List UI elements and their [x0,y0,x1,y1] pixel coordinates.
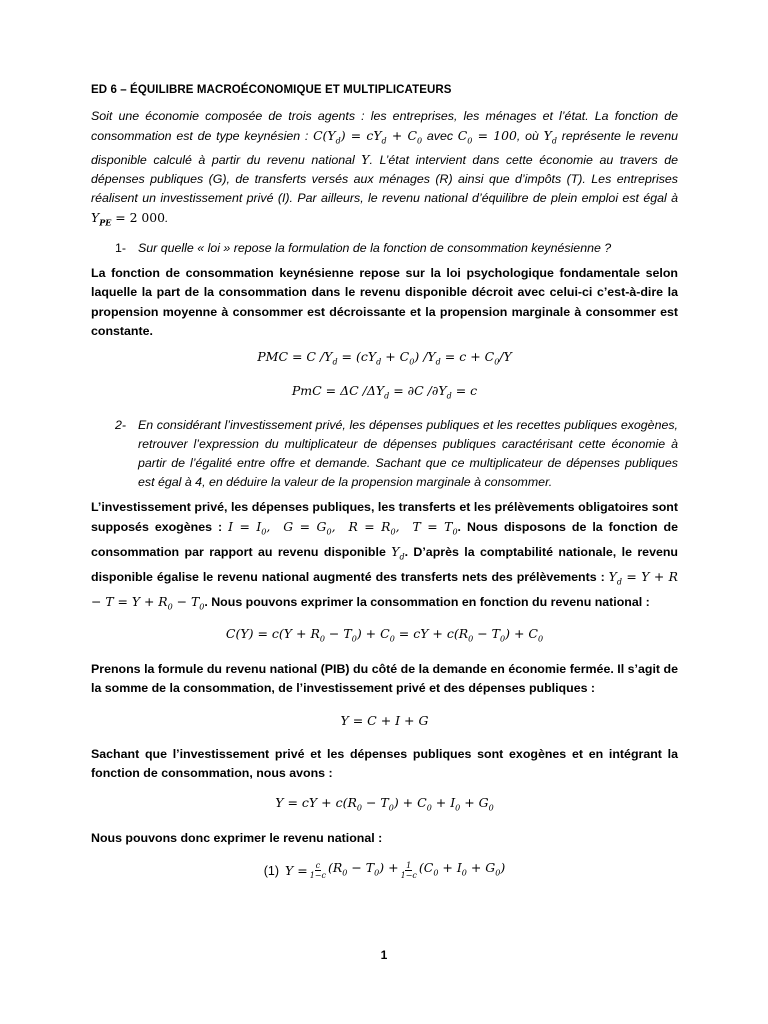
answer-1: La fonction de consommation keynésienne repose sur la loi psychologique fondamentale selon laquelle la part de la consommation dans le revenu disponible décroit avec celui-ci c’est-à-dire la propension moyenne à consommer est décroissante et la propension marginale à consommer est constante. [91,265,678,338]
question-1 [91,239,678,258]
formula-pmc: PMC = C $/Y_d = (cY_d + C_0) /Y_d = c + C_0/Y$ [257,349,512,367]
formula-equilibrium: Y = cY + $c(R_0 - T_0) + C_0 + I_0 + G_0$ [275,795,494,813]
formula-consumption: $C(Y) = c(Y + R_0 - T_0) + C_0$ = cY + $c(R_0 - T_0) + C_0$ [225,626,544,644]
page-title: ED 6 – ÉQUILIBRE MACROÉCONOMIQUE ET MULTIPLICATEURS [91,84,452,96]
question-number: 1- [115,240,127,255]
question-number: 2- [115,418,127,433]
answer-4: Sachant que l’investissement privé et les dépenses publiques sont exogènes et en intégrant la fonction de consommation, nous avons : [91,746,678,780]
question-text: En considérant l’investissement privé, les dépenses publiques et les recettes publiques exogènes, retrouver l’expression du multiplicateur de dépenses publiques caractérisant cette économie à partir de l’égalité entre offre et demande. Sachant que ce multiplicateur de dépenses publiques est égal à 4, en déduire la valeur de la propension marginale à consommer. [138,418,678,490]
document-page [91,84,678,893]
answer-5: Nous pouvons donc exprimer le revenu national : [91,830,383,845]
exogenous-vars: $I = I_0$, $G = G_0$, $R = R_0$, $T = T_0$ [228,519,458,537]
answer-2: L’investissement privé, les dépenses publiques, les transferts et les prélèvements obligatoires sont supposés exogènes : $I = I_0$, $G = G_0$, $R = R_0$, $T = T_0$. Nous disposons de la fonction de consommation par rapport au revenu disponible $Y_d$. D’après la comptabilité nationale, le revenu disponible égalise le revenu national augmenté des transferts nets des prélèvements : $Y_d = Y + R - T = Y + R_0 - T_0$. Nous pouvons exprimer la consommation en fonction du revenu national : [91,500,679,612]
intro-text: Soit une économie composée de trois agents : les entreprises, les ménages et l’état. La fonction de consommation est de type keynésien : [91,109,678,143]
fraction-c: $\frac{c}{1-c}$ [309,861,326,881]
intro-math: $C(Y_d) = cY_d + C_0$ [313,128,423,146]
formula-national-income: Y = C + I + G [340,712,429,728]
fraction-one: $\frac{1}{1-c}$ [400,861,417,881]
page-number: 1 [380,948,388,962]
formula-1: (1) Y = $\frac{c}{1-c}$ $(R_0 - T_0)$ + $\frac{1}{1-c}$ $(C_0 + I_0 + G_0)$ [263,859,506,881]
formula-pmc-marginal: PmC = ΔC $/\Delta Y_d = \partial C$ $/\partial Y_d = c$ [291,382,478,401]
question-2 [91,416,678,492]
answer-3: Prenons la formule du revenu national (PIB) du côté de la demande en économie fermée. Il s’agit de la somme de la consommation, de l’investissement privé et des dépenses publiques : [91,661,678,696]
intro-paragraph: Soit une économie composée de trois agents : les entreprises, les ménages et l’état. La fonction de consommation est de type keynésien : $C(Y_d) = cY_d + C_0$ avec $C_0 = 100$, où $Y_d$ représente le revenu disponible calculé à partir du revenu national Y. L’état intervient dans cette économie au travers de dépenses publiques (G), de transferts versés aux ménages (R) ainsi que d’impôts (T). Les entreprises réalisent un investissement privé (I). Par ailleurs, le revenu national d’équilibre de plein emploi est égal à $Y_{PE} = 2$ 000. [91,109,678,228]
question-text: Sur quelle « loi » repose la formulation de la fonction de consommation keynésienne ? [138,240,612,255]
